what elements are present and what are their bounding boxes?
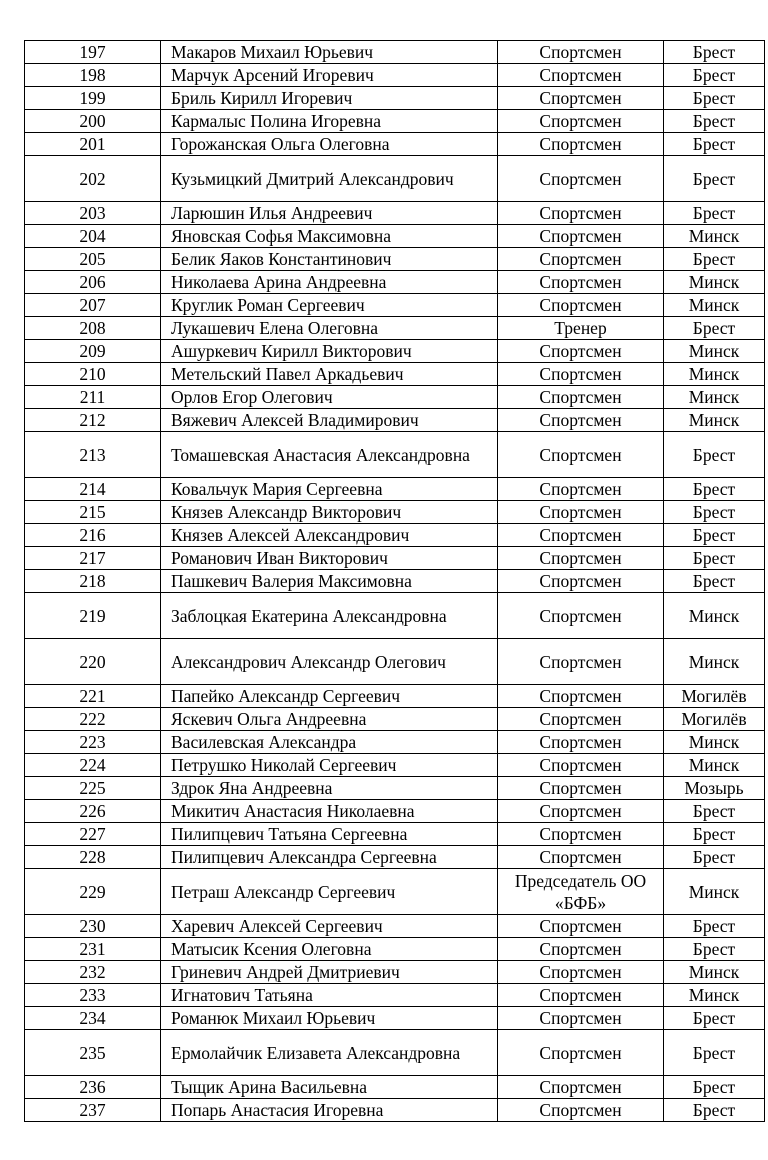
city-cell: Минск	[664, 869, 765, 915]
role-cell: Спортсмен	[498, 846, 664, 869]
role-cell: Спортсмен	[498, 777, 664, 800]
table-row	[25, 708, 765, 731]
row-number-cell: 211	[25, 386, 161, 409]
participants-table-body	[25, 41, 765, 1122]
city-cell: Минск	[664, 294, 765, 317]
full-name-cell: Александрович Александр Олегович	[161, 639, 498, 685]
role-cell: Спортсмен	[498, 524, 664, 547]
city-cell: Брест	[664, 501, 765, 524]
row-number-cell: 197	[25, 41, 161, 64]
row-number-cell: 229	[25, 869, 161, 915]
full-name-cell: Петрушко Николай Сергеевич	[161, 754, 498, 777]
full-name-cell: Князев Александр Викторович	[161, 501, 498, 524]
full-name-cell: Ермолайчик Елизавета Александровна	[161, 1030, 498, 1076]
city-cell: Брест	[664, 547, 765, 570]
city-cell: Брест	[664, 110, 765, 133]
role-cell: Спортсмен	[498, 961, 664, 984]
full-name-cell: Круглик Роман Сергеевич	[161, 294, 498, 317]
city-cell: Брест	[664, 823, 765, 846]
role-cell: Спортсмен	[498, 156, 664, 202]
full-name-cell: Заблоцкая Екатерина Александровна	[161, 593, 498, 639]
row-number-cell: 219	[25, 593, 161, 639]
row-number-cell: 227	[25, 823, 161, 846]
full-name-cell: Петраш Александр Сергеевич	[161, 869, 498, 915]
full-name-cell: Макаров Михаил Юрьевич	[161, 41, 498, 64]
full-name-cell: Харевич Алексей Сергеевич	[161, 915, 498, 938]
full-name-cell: Романович Иван Викторович	[161, 547, 498, 570]
table-row	[25, 501, 765, 524]
role-cell: Спортсмен	[498, 340, 664, 363]
city-cell: Брест	[664, 846, 765, 869]
table-row	[25, 294, 765, 317]
city-cell: Брест	[664, 915, 765, 938]
full-name-cell: Белик Яаков Константинович	[161, 248, 498, 271]
table-row	[25, 800, 765, 823]
row-number-cell: 218	[25, 570, 161, 593]
role-cell: Спортсмен	[498, 938, 664, 961]
table-row	[25, 869, 765, 915]
full-name-cell: Яновская Софья Максимовна	[161, 225, 498, 248]
city-cell: Минск	[664, 409, 765, 432]
full-name-cell: Томашевская Анастасия Александровна	[161, 432, 498, 478]
table-row	[25, 915, 765, 938]
city-cell: Брест	[664, 938, 765, 961]
table-row	[25, 64, 765, 87]
table-row	[25, 386, 765, 409]
row-number-cell: 210	[25, 363, 161, 386]
table-row	[25, 984, 765, 1007]
city-cell: Брест	[664, 1007, 765, 1030]
row-number-cell: 220	[25, 639, 161, 685]
role-cell: Спортсмен	[498, 478, 664, 501]
full-name-cell: Гриневич Андрей Дмитриевич	[161, 961, 498, 984]
full-name-cell: Метельский Павел Аркадьевич	[161, 363, 498, 386]
row-number-cell: 200	[25, 110, 161, 133]
role-cell: Спортсмен	[498, 501, 664, 524]
row-number-cell: 201	[25, 133, 161, 156]
city-cell: Брест	[664, 202, 765, 225]
city-cell: Минск	[664, 984, 765, 1007]
row-number-cell: 203	[25, 202, 161, 225]
table-row	[25, 938, 765, 961]
role-cell: Тренер	[498, 317, 664, 340]
table-row	[25, 593, 765, 639]
row-number-cell: 233	[25, 984, 161, 1007]
full-name-cell: Микитич Анастасия Николаевна	[161, 800, 498, 823]
role-cell: Спортсмен	[498, 41, 664, 64]
city-cell: Брест	[664, 248, 765, 271]
city-cell: Брест	[664, 1030, 765, 1076]
row-number-cell: 225	[25, 777, 161, 800]
city-cell: Брест	[664, 478, 765, 501]
role-cell: Спортсмен	[498, 1007, 664, 1030]
row-number-cell: 231	[25, 938, 161, 961]
row-number-cell: 198	[25, 64, 161, 87]
city-cell: Минск	[664, 271, 765, 294]
row-number-cell: 216	[25, 524, 161, 547]
table-row	[25, 1076, 765, 1099]
row-number-cell: 232	[25, 961, 161, 984]
full-name-cell: Пилипцевич Татьяна Сергеевна	[161, 823, 498, 846]
city-cell: Брест	[664, 1099, 765, 1122]
full-name-cell: Ашуркевич Кирилл Викторович	[161, 340, 498, 363]
full-name-cell: Романюк Михаил Юрьевич	[161, 1007, 498, 1030]
role-cell: Спортсмен	[498, 754, 664, 777]
role-cell: Спортсмен	[498, 133, 664, 156]
full-name-cell: Кузьмицкий Дмитрий Александрович	[161, 156, 498, 202]
role-cell: Спортсмен	[498, 639, 664, 685]
role-cell: Спортсмен	[498, 731, 664, 754]
city-cell: Минск	[664, 731, 765, 754]
full-name-cell: Василевская Александра	[161, 731, 498, 754]
row-number-cell: 212	[25, 409, 161, 432]
role-cell: Спортсмен	[498, 202, 664, 225]
role-cell: Спортсмен	[498, 271, 664, 294]
row-number-cell: 213	[25, 432, 161, 478]
table-row	[25, 41, 765, 64]
role-cell: Спортсмен	[498, 409, 664, 432]
role-cell: Спортсмен	[498, 547, 664, 570]
city-cell: Брест	[664, 800, 765, 823]
role-cell: Спортсмен	[498, 685, 664, 708]
table-row	[25, 202, 765, 225]
table-row	[25, 317, 765, 340]
table-row	[25, 961, 765, 984]
city-cell: Брест	[664, 133, 765, 156]
city-cell: Минск	[664, 363, 765, 386]
role-cell: Спортсмен	[498, 248, 664, 271]
city-cell: Брест	[664, 41, 765, 64]
city-cell: Мозырь	[664, 777, 765, 800]
row-number-cell: 224	[25, 754, 161, 777]
table-row	[25, 524, 765, 547]
full-name-cell: Кармалыс Полина Игоревна	[161, 110, 498, 133]
role-cell: Спортсмен	[498, 984, 664, 1007]
table-row	[25, 846, 765, 869]
row-number-cell: 236	[25, 1076, 161, 1099]
table-row	[25, 363, 765, 386]
city-cell: Брест	[664, 524, 765, 547]
role-cell: Спортсмен	[498, 87, 664, 110]
table-row	[25, 685, 765, 708]
city-cell: Брест	[664, 570, 765, 593]
row-number-cell: 214	[25, 478, 161, 501]
role-cell: Спортсмен	[498, 593, 664, 639]
city-cell: Минск	[664, 340, 765, 363]
table-row	[25, 478, 765, 501]
full-name-cell: Папейко Александр Сергеевич	[161, 685, 498, 708]
table-row	[25, 570, 765, 593]
city-cell: Минск	[664, 754, 765, 777]
full-name-cell: Горожанская Ольга Олеговна	[161, 133, 498, 156]
row-number-cell: 237	[25, 1099, 161, 1122]
role-cell: Спортсмен	[498, 1099, 664, 1122]
table-row	[25, 432, 765, 478]
table-row	[25, 754, 765, 777]
row-number-cell: 205	[25, 248, 161, 271]
table-row	[25, 639, 765, 685]
city-cell: Брест	[664, 64, 765, 87]
full-name-cell: Тыщик Арина Васильевна	[161, 1076, 498, 1099]
row-number-cell: 208	[25, 317, 161, 340]
row-number-cell: 199	[25, 87, 161, 110]
role-cell: Спортсмен	[498, 225, 664, 248]
row-number-cell: 202	[25, 156, 161, 202]
role-cell: Спортсмен	[498, 294, 664, 317]
role-cell: Спортсмен	[498, 64, 664, 87]
full-name-cell: Ларюшин Илья Андреевич	[161, 202, 498, 225]
full-name-cell: Матысик Ксения Олеговна	[161, 938, 498, 961]
table-row	[25, 1099, 765, 1122]
full-name-cell: Вяжевич Алексей Владимирович	[161, 409, 498, 432]
table-row	[25, 110, 765, 133]
full-name-cell: Лукашевич Елена Олеговна	[161, 317, 498, 340]
row-number-cell: 222	[25, 708, 161, 731]
table-row	[25, 87, 765, 110]
row-number-cell: 206	[25, 271, 161, 294]
row-number-cell: 204	[25, 225, 161, 248]
role-cell: Председатель ОО «БФБ»	[498, 869, 664, 915]
participants-table	[24, 40, 765, 1122]
table-row	[25, 340, 765, 363]
city-cell: Брест	[664, 432, 765, 478]
city-cell: Брест	[664, 156, 765, 202]
city-cell: Брест	[664, 87, 765, 110]
role-cell: Спортсмен	[498, 432, 664, 478]
city-cell: Минск	[664, 386, 765, 409]
role-cell: Спортсмен	[498, 363, 664, 386]
row-number-cell: 221	[25, 685, 161, 708]
table-row	[25, 133, 765, 156]
role-cell: Спортсмен	[498, 570, 664, 593]
row-number-cell: 228	[25, 846, 161, 869]
row-number-cell: 234	[25, 1007, 161, 1030]
table-row	[25, 1007, 765, 1030]
city-cell: Минск	[664, 961, 765, 984]
row-number-cell: 230	[25, 915, 161, 938]
city-cell: Минск	[664, 225, 765, 248]
full-name-cell: Игнатович Татьяна	[161, 984, 498, 1007]
city-cell: Минск	[664, 593, 765, 639]
row-number-cell: 226	[25, 800, 161, 823]
row-number-cell: 207	[25, 294, 161, 317]
row-number-cell: 215	[25, 501, 161, 524]
row-number-cell: 223	[25, 731, 161, 754]
city-cell: Брест	[664, 1076, 765, 1099]
row-number-cell: 209	[25, 340, 161, 363]
full-name-cell: Попарь Анастасия Игоревна	[161, 1099, 498, 1122]
full-name-cell: Яскевич Ольга Андреевна	[161, 708, 498, 731]
city-cell: Могилёв	[664, 685, 765, 708]
table-row	[25, 248, 765, 271]
full-name-cell: Пилипцевич Александра Сергеевна	[161, 846, 498, 869]
document-page	[24, 40, 747, 1122]
city-cell: Минск	[664, 639, 765, 685]
role-cell: Спортсмен	[498, 110, 664, 133]
table-row	[25, 225, 765, 248]
table-row	[25, 1030, 765, 1076]
full-name-cell: Бриль Кирилл Игоревич	[161, 87, 498, 110]
table-row	[25, 731, 765, 754]
row-number-cell: 217	[25, 547, 161, 570]
table-row	[25, 156, 765, 202]
table-row	[25, 271, 765, 294]
role-cell: Спортсмен	[498, 386, 664, 409]
role-cell: Спортсмен	[498, 915, 664, 938]
full-name-cell: Орлов Егор Олегович	[161, 386, 498, 409]
full-name-cell: Ковальчук Мария Сергеевна	[161, 478, 498, 501]
full-name-cell: Николаева Арина Андреевна	[161, 271, 498, 294]
table-row	[25, 547, 765, 570]
full-name-cell: Пашкевич Валерия Максимовна	[161, 570, 498, 593]
full-name-cell: Марчук Арсений Игоревич	[161, 64, 498, 87]
role-cell: Спортсмен	[498, 800, 664, 823]
role-cell: Спортсмен	[498, 1076, 664, 1099]
full-name-cell: Князев Алексей Александрович	[161, 524, 498, 547]
role-cell: Спортсмен	[498, 1030, 664, 1076]
role-cell: Спортсмен	[498, 823, 664, 846]
city-cell: Могилёв	[664, 708, 765, 731]
full-name-cell: Здрок Яна Андреевна	[161, 777, 498, 800]
table-row	[25, 823, 765, 846]
table-row	[25, 777, 765, 800]
city-cell: Брест	[664, 317, 765, 340]
role-cell: Спортсмен	[498, 708, 664, 731]
table-row	[25, 409, 765, 432]
row-number-cell: 235	[25, 1030, 161, 1076]
